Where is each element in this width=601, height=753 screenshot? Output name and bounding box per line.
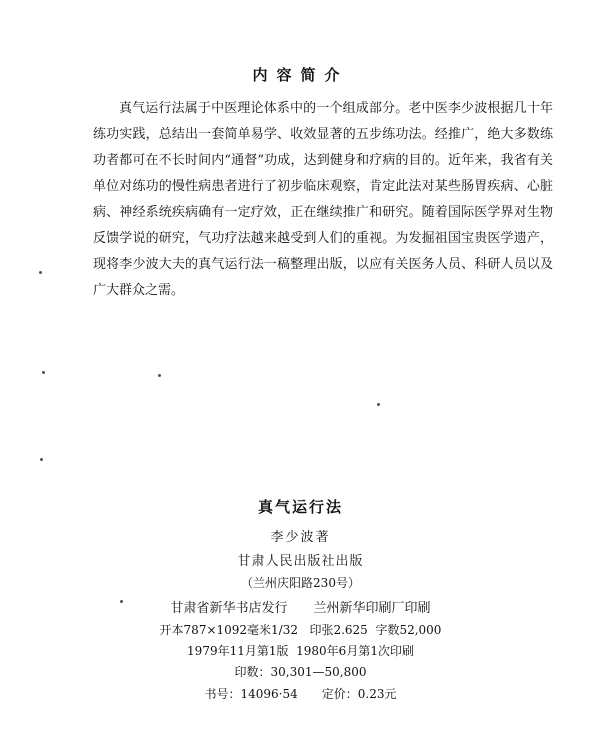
scan-speck xyxy=(120,600,123,603)
price: 定价：0.23元 xyxy=(321,687,397,701)
edition: 1979年11月第1版 xyxy=(187,644,289,658)
author-line: 李少波著 xyxy=(270,530,331,545)
distributor: 甘肃省新华书店发行 xyxy=(170,601,288,616)
book-title: 真气运行法 xyxy=(257,498,343,516)
publisher-line: 甘肃人民出版社出版 xyxy=(237,554,364,569)
printing: 1980年6月第1次印刷 xyxy=(296,644,414,658)
intro-paragraph: 真气运行法属于中医理论体系中的一个组成部分。老中医李少波根据几十年练功实践，总结出一套简单易学、收效显著的五步练功法。经推广，绝大多数练功者都可在不长时间内“通督”功成，达到健身和疗病的目的。近年来，我省有关单位对练功的慢性病患者进行了初步临床观察，肯定此法对某些肠胃疾病、心脏病、神经系统疾病确有一定疗效，正在继续推广和研究。随着国际医学界对生物反馈学说的研究，气功疗法越来越受到人们的重视。为发掘祖国宝贵医学遗产，现将李少波大夫的真气运行法一稿整理出版，以应有关医务人员、科研人员以及广大群众之需。 xyxy=(93,101,553,298)
format-line xyxy=(0,621,601,638)
price-line xyxy=(0,685,601,702)
distribution-line xyxy=(0,597,601,616)
book-number: 书号：14096·54 xyxy=(204,687,298,701)
edition-line xyxy=(0,642,601,659)
scan-speck xyxy=(39,271,42,274)
publisher-address: （兰州庆阳路230号） xyxy=(241,576,360,590)
printer: 兰州新华印刷厂印刷 xyxy=(313,601,431,616)
sheets: 印张2.625 xyxy=(309,623,368,637)
scan-speck xyxy=(158,374,161,377)
scan-speck xyxy=(377,403,380,406)
print-run-line: 印数：30,301—50,800 xyxy=(234,665,367,679)
scan-speck xyxy=(40,458,43,461)
word-count: 字数52,000 xyxy=(375,623,442,637)
format: 开本787×1092毫米1/32 xyxy=(159,623,298,637)
scan-speck xyxy=(42,371,45,374)
section-title: 内容简介 xyxy=(252,66,349,84)
